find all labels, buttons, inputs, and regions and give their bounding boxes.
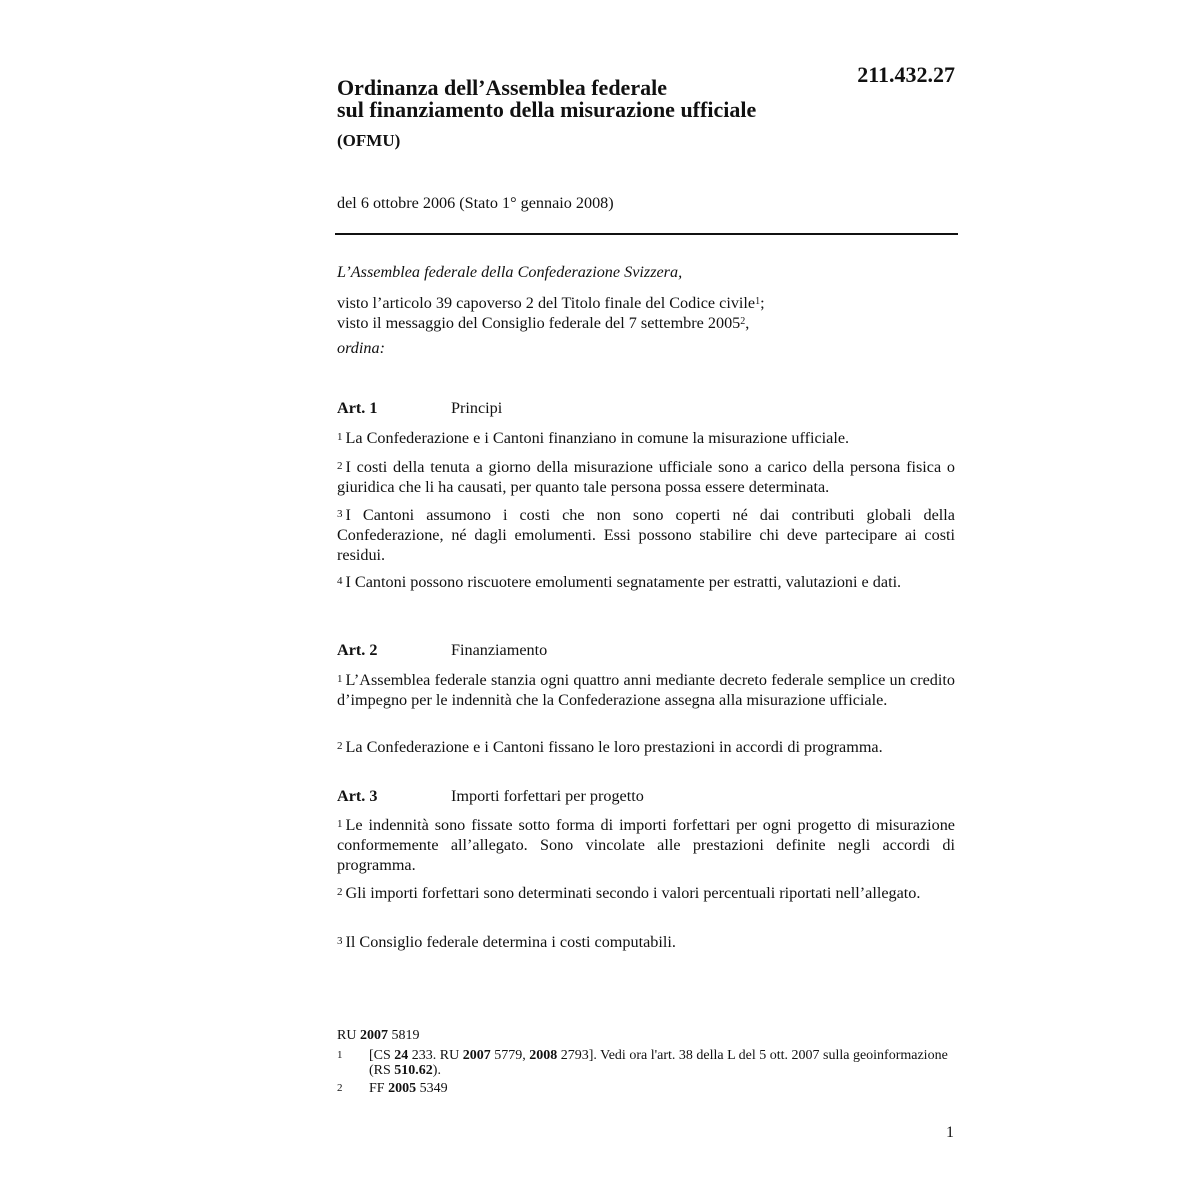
paragraph-number: 1 xyxy=(337,431,343,443)
title-line-2: sul finanziamento della misurazione ufficiale xyxy=(337,97,757,122)
footnote-1 xyxy=(337,1048,957,1078)
paragraph-number: 2 xyxy=(337,886,343,898)
title-abbreviation: (OFMU) xyxy=(337,131,401,150)
preamble-authority: L’Assemblea federale della Confederazione Svizzera, xyxy=(337,263,683,281)
t: 5779, xyxy=(490,1048,530,1063)
page-number: 1 xyxy=(946,1124,954,1141)
article-heading xyxy=(337,786,644,806)
article-number: Art. 1 xyxy=(337,399,378,417)
paragraph-number: 3 xyxy=(337,508,343,520)
ru-reference xyxy=(337,1028,957,1043)
paragraph xyxy=(337,456,955,497)
preamble-line-2 xyxy=(337,312,955,333)
article-number: Art. 2 xyxy=(337,641,378,659)
paragraph-number: 3 xyxy=(337,935,343,947)
t: 2007 xyxy=(359,1028,388,1043)
t: 510.62 xyxy=(394,1063,433,1078)
punct: ; xyxy=(760,294,765,312)
article-heading xyxy=(337,640,547,660)
t: RU xyxy=(337,1028,360,1043)
title-line-1: Ordinanza dell’Assemblea federale xyxy=(337,75,667,100)
paragraph xyxy=(337,504,955,565)
preamble-ordina: ordina: xyxy=(337,339,385,357)
paragraph-text: Gli importi forfettari sono determinati secondo i valori percentuali riportati nell’allegato. xyxy=(345,884,921,902)
preamble-text: visto l’articolo 39 capoverso 2 del Titolo finale del Codice civile xyxy=(337,294,756,312)
paragraph-text: I Cantoni assumono i costi che non sono coperti né dai contributi globali della Confederazione, né dagli emolumenti. Essi possono stabilire chi deve partecipare ai costi residui. xyxy=(337,506,955,564)
sr-number: 211.432.27 xyxy=(857,62,955,87)
paragraph-text: I Cantoni possono riscuotere emolumenti segnatamente per estratti, valutazioni e dati. xyxy=(345,573,902,591)
paragraph xyxy=(337,736,955,757)
paragraph xyxy=(337,571,955,592)
article-number: Art. 3 xyxy=(337,787,378,805)
paragraph-text: La Confederazione e i Cantoni fissano le loro prestazioni in accordi di programma. xyxy=(345,738,883,756)
divider xyxy=(335,233,958,235)
paragraph-number: 2 xyxy=(337,460,343,472)
t: 2007 xyxy=(462,1048,491,1063)
paragraph xyxy=(337,669,955,710)
paragraph xyxy=(337,427,955,448)
paragraph xyxy=(337,931,955,952)
footnote-number: 2 xyxy=(337,1082,343,1094)
t: 5349 xyxy=(416,1081,448,1096)
article-title: Finanziamento xyxy=(451,641,548,659)
paragraph-text: Il Consiglio federale determina i costi computabili. xyxy=(345,933,676,951)
t: 2793]. Vedi ora l'art. 38 della L del 5 ott. 2007 sulla geoinformazione (RS xyxy=(369,1048,948,1078)
t: 5819 xyxy=(387,1028,420,1043)
paragraph xyxy=(337,814,955,875)
t: 24 xyxy=(394,1048,409,1063)
article-title: Importi forfettari per progetto xyxy=(451,787,644,805)
paragraph-number: 4 xyxy=(337,575,343,587)
t: 2008 xyxy=(529,1048,558,1063)
paragraph-number: 1 xyxy=(337,818,343,830)
paragraph-number: 1 xyxy=(337,673,343,685)
paragraph-text: I costi della tenuta a giorno della misurazione ufficiale sono a carico della persona fisica o giuridica che li ha causati, per quanto tale persona possa essere determinata. xyxy=(337,458,955,496)
preamble-text: visto il messaggio del Consiglio federale del 7 settembre 2005 xyxy=(337,314,741,332)
article-heading xyxy=(337,398,502,418)
t: FF xyxy=(369,1081,389,1096)
preamble-line-1 xyxy=(337,292,955,313)
t: [CS xyxy=(369,1048,395,1063)
paragraph xyxy=(337,882,955,903)
t: ). xyxy=(432,1063,441,1078)
t: 233. RU xyxy=(408,1048,463,1063)
footnote-ref-1[interactable]: 1 xyxy=(755,296,761,307)
date-status: del 6 ottobre 2006 (Stato 1° gennaio 2008) xyxy=(337,194,614,212)
paragraph-text: Le indennità sono fissate sotto forma di importi forfettari per ogni progetto di misurazione conformemente all’allegato. Sono vincolate alle prestazioni definite negli accordi di programma. xyxy=(337,816,955,874)
footnote-2 xyxy=(337,1081,957,1098)
punct: , xyxy=(745,314,750,332)
paragraph-number: 2 xyxy=(337,740,343,752)
footnote-ref-2[interactable]: 2 xyxy=(740,316,746,327)
footnote-number: 1 xyxy=(337,1049,343,1061)
paragraph-text: La Confederazione e i Cantoni finanziano in comune la misurazione ufficiale. xyxy=(345,429,850,447)
article-title: Principi xyxy=(451,399,503,417)
paragraph-text: L’Assemblea federale stanzia ogni quattro anni mediante decreto federale semplice un credito d’impegno per le indennità che la Confederazione assegna alla misurazione ufficiale. xyxy=(337,671,955,709)
t: 2005 xyxy=(388,1081,417,1096)
